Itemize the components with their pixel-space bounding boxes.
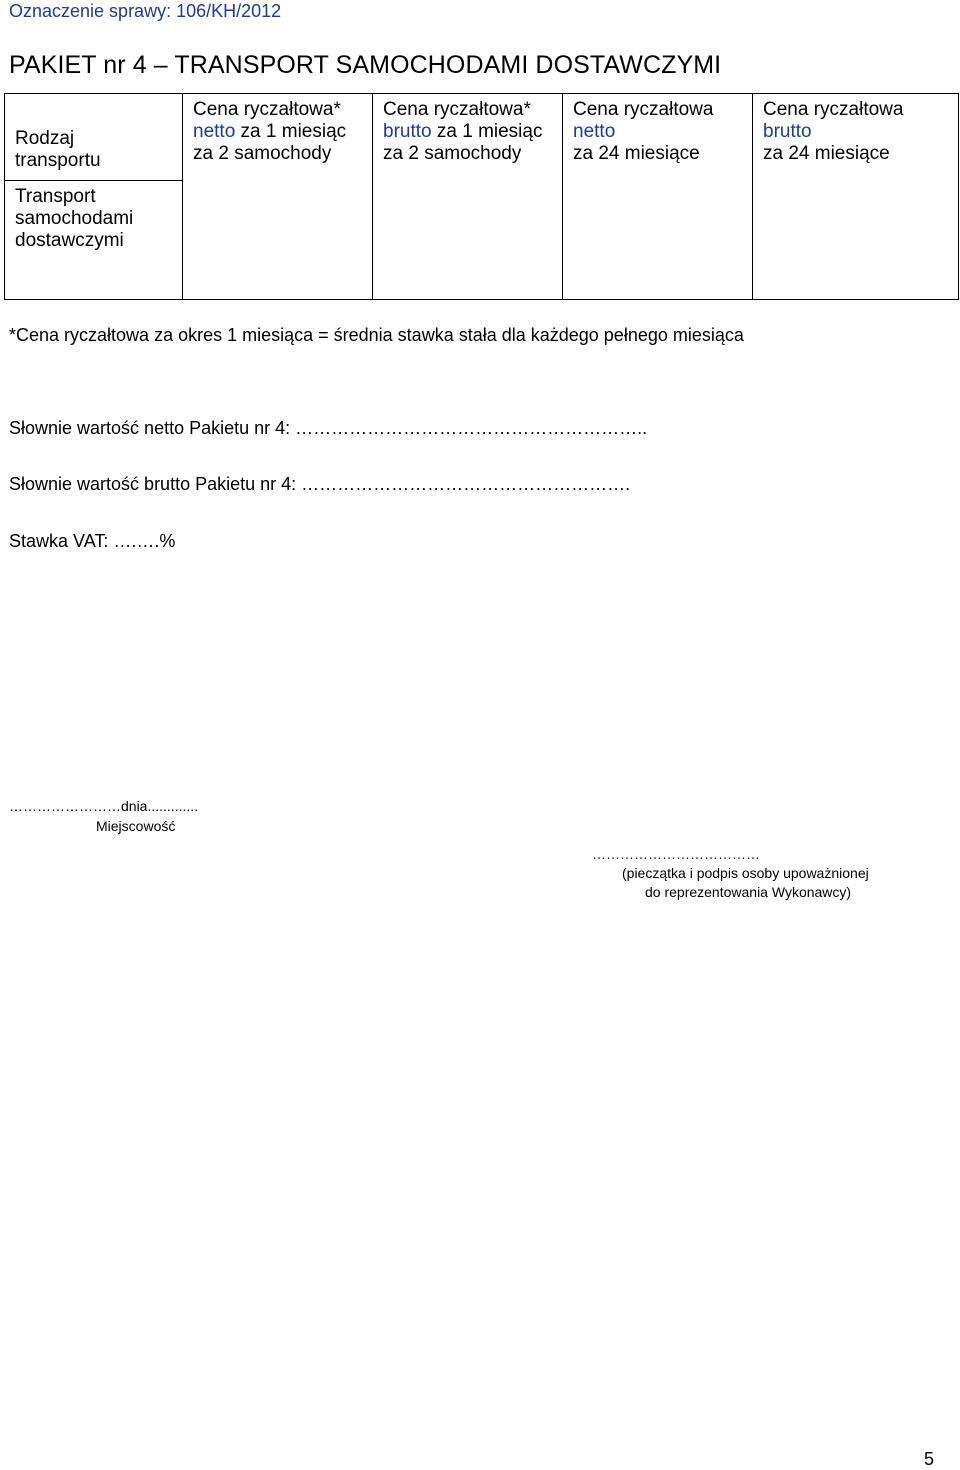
brutto-words-field: Słownie wartość brutto Pakietu nr 4: ………………………………………………. [9,474,631,494]
keyword-brutto: brutto [383,121,432,142]
page-number: 5 [923,1449,934,1469]
keyword-netto: netto [193,121,236,142]
vat-rate-field: Stawka VAT: ….….% [9,531,176,551]
place-label: Miejscowość [96,818,176,834]
transport-type-value: Transport samochodami dostawczymi [15,186,134,251]
column-header-netto-24m: Cena ryczałtowa netto za 24 miesiące [563,94,753,300]
signature-label-line2: do reprezentowania Wykonawcy) [645,884,852,900]
place-date-line: ……………………dnia............. [9,798,199,814]
column-header-brutto-monthly: Cena ryczałtowa* brutto za 1 miesiąc za 2 samochody [373,94,563,300]
price-footnote: *Cena ryczałtowa za okres 1 miesiąca = średnia stawka stała dla każdego pełnego miesiąca [9,325,744,345]
page-title: PAKIET nr 4 – TRANSPORT SAMOCHODAMI DOSTAWCZYMI [9,51,722,79]
column-header-netto-monthly: Cena ryczałtowa* netto za 1 miesiąc za 2 samochody [183,94,373,300]
transport-type-cell [5,94,183,300]
keyword-brutto: brutto [763,121,812,142]
signature-line: ……………………………… [592,846,760,862]
keyword-netto: netto [573,121,616,142]
signature-label-line1: (pieczątka i podpis osoby upoważnionej [622,865,869,881]
column-header-brutto-24m: Cena ryczałtowa brutto za 24 miesiące [753,94,959,300]
case-reference: Oznaczenie sprawy: 106/KH/2012 [9,1,282,21]
netto-words-field: Słownie wartość netto Pakietu nr 4: ………………………………………………….. [9,418,648,438]
transport-type-header: Rodzaj transportu [5,94,182,181]
price-table [4,93,959,300]
